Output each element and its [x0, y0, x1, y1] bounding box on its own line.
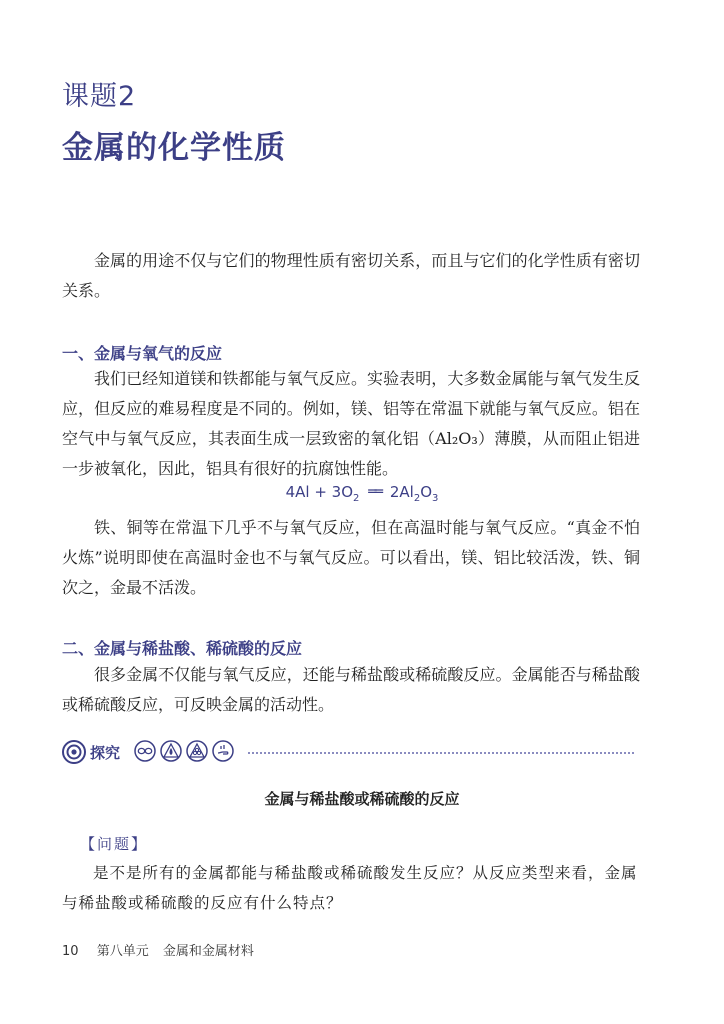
- page-footer: [62, 940, 254, 959]
- dotted-divider: [248, 752, 634, 754]
- equation-right-subscript-1: 2: [413, 493, 421, 504]
- explore-header: [62, 738, 634, 768]
- lesson-label: 课题2: [62, 81, 137, 112]
- section2-paragraph-1: 很多金属不仅能与氧气反应，还能与稀盐酸或稀硫酸反应。金属能否与稀盐酸或稀硫酸反应，可反映金属的活动性。: [62, 665, 640, 714]
- explore-label: 探究: [90, 744, 121, 762]
- equation-right-a: 2Al: [389, 483, 414, 501]
- goggles-icon: [134, 740, 156, 762]
- chemical-equation: [0, 483, 724, 504]
- intro-paragraph: 金属的用途不仅与它们的物理性质有密切关系，而且与它们的化学性质有密切关系。: [62, 251, 640, 300]
- question-tag: 【问题】: [80, 835, 149, 853]
- equation-right-b: O: [420, 483, 433, 501]
- section1-heading: 一、金属与氧气的反应: [62, 344, 223, 363]
- flame-warning-icon: [160, 740, 182, 762]
- equation-left: 4Al + 3O: [285, 483, 354, 501]
- hand-wash-icon: [212, 740, 234, 762]
- experiment-title: 金属与稀盐酸或稀硫酸的反应: [264, 790, 460, 808]
- page-number: 10: [62, 944, 79, 959]
- explore-target-icon: [62, 740, 86, 764]
- footer-unit: 第八单元: [96, 944, 149, 959]
- equation-equals-sign: ══: [368, 484, 382, 500]
- hazard-icon: [186, 740, 208, 762]
- section1-paragraph-2: 铁、铜等在常温下几乎不与氧气反应，但在高温时能与氧气反应。“真金不怕火炼”说明即使在高温时金也不与氧气反应。可以看出，镁、铝比较活泼，铁、铜次之，金最不活泼。: [62, 518, 640, 597]
- section1-paragraph-1: 我们已经知道镁和铁都能与氧气反应。实验表明，大多数金属能与氧气发生反应，但反应的难易程度是不同的。例如，镁、铝等在常温下就能与氧气反应。铝在空气中与氧气反应，其表面生成一层致密的氧化铝（Al₂O₃）薄膜，从而阻止铝进一步被氧化，因此，铝具有很好的抗腐蚀性能。: [62, 369, 640, 478]
- equation-right-subscript-2: 3: [432, 493, 439, 504]
- page-title: 金属的化学性质: [62, 130, 286, 166]
- equation-left-subscript: 2: [353, 493, 360, 504]
- question-text: 是不是所有的金属都能与稀盐酸或稀硫酸发生反应？从反应类型来看，金属与稀盐酸或稀硫酸的反应有什么特点？: [62, 864, 638, 912]
- section2-heading: 二、金属与稀盐酸、稀硫酸的反应: [62, 639, 303, 658]
- footer-unit-title: 金属和金属材料: [162, 944, 254, 959]
